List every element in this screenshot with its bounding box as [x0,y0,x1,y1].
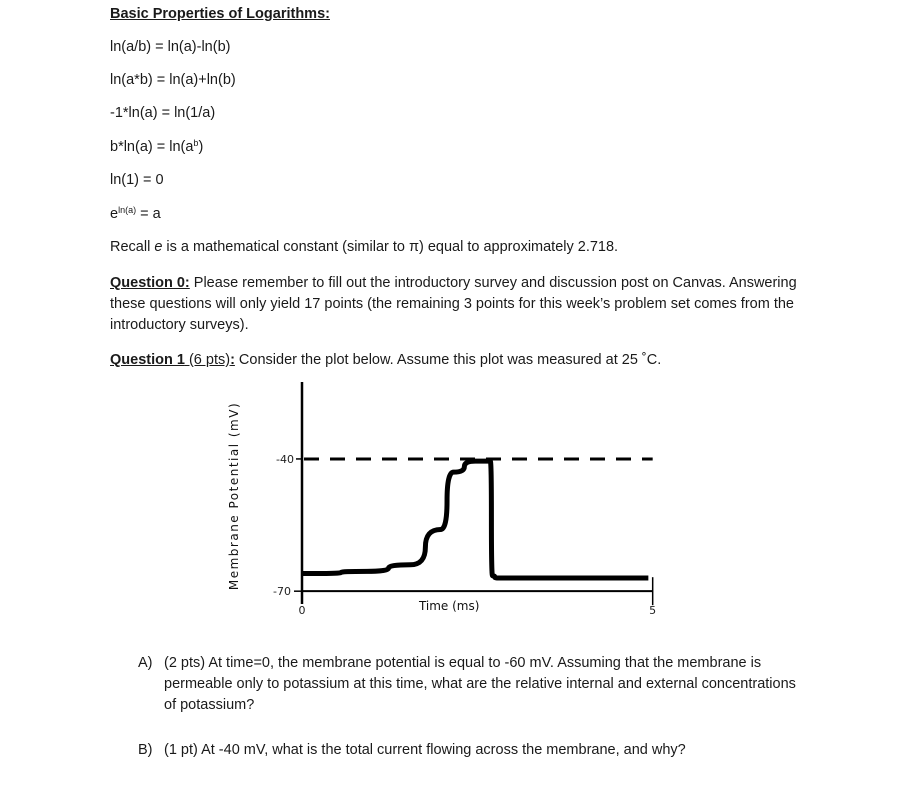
question-1-colon: : [230,352,235,368]
question-1-label: Question 1 [110,352,185,368]
question-1-text: Consider the plot below. Assume this plot was measured at 25 ˚C. [234,352,662,368]
part-a-marker: A) [138,655,153,671]
part-a [138,653,808,716]
exp-base: e [110,206,119,222]
part-b-marker: B) [138,742,153,758]
exp-superscript: ln(a) [118,205,137,215]
x-tick-label-5: 5 [649,604,657,617]
log-property-product: ln(a*b) = ln(a)+ln(b) [110,72,236,88]
power-base-text: b*ln(a) = ln(a [110,139,194,155]
recall-text [110,239,618,255]
membrane-potential-trace [302,461,648,578]
part-a-text: (2 pts) At time=0, the membrane potential is equal to -60 mV. Assuming that the membrane is permeable only to potassium at this time, what are the relative internal and external concentrations of potassium? [164,655,796,713]
log-property-quotient: ln(a/b) = ln(a)-ln(b) [110,39,231,55]
question-0-text: Please remember to fill out the introductory survey and discussion post on Canvas. Answering these questions will only yield 17 points (the remaining 3 points for this week’s problem set comes from the introductory surveys). [110,275,797,333]
membrane-potential-figure [220,378,670,618]
power-exponent: b [193,138,199,148]
part-b [138,740,808,761]
x-axis-label: Time (ms) [418,599,480,613]
log-property-exp-ln [110,205,161,222]
membrane-potential-chart [220,378,670,618]
recall-e: e [154,239,163,255]
page-title: Basic Properties of Logarithms: [110,6,330,22]
recall-pre: Recall [110,239,155,255]
x-tick-label-0: 0 [298,604,306,617]
y-tick-label-minus70: -70 [273,585,291,599]
exp-equals: = a [136,206,161,222]
recall-post: is a mathematical constant (similar to π) equal to approximately 2.718. [162,239,619,255]
power-close-paren: ) [198,139,204,155]
part-b-text: (1 pt) At -40 mV, what is the total current flowing across the membrane, and why? [164,742,686,758]
y-axis-label: Membrane Potential (mV) [227,401,241,591]
log-property-reciprocal: -1*ln(a) = ln(1/a) [110,105,216,121]
question-1 [110,350,810,371]
question-1-points: (6 pts) [184,352,231,368]
log-property-ln-one: ln(1) = 0 [110,172,164,188]
question-0-label: Question 0: [110,275,190,291]
y-tick-label-minus40: -40 [276,452,294,466]
question-0 [110,273,810,336]
log-property-power [110,138,203,155]
